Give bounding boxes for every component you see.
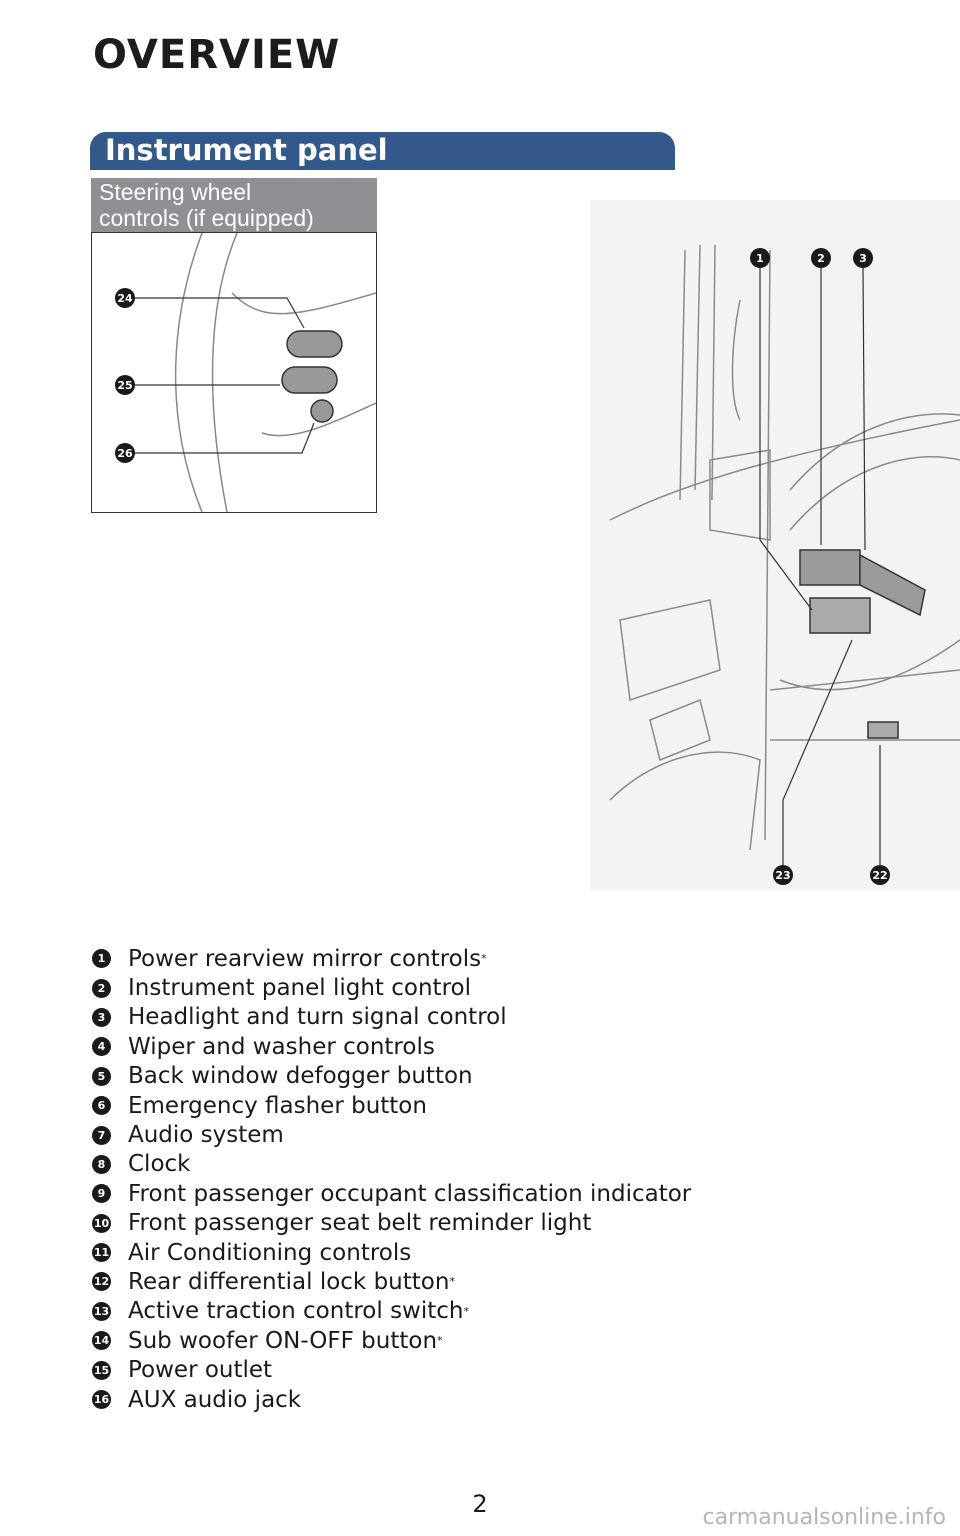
legend-item (92, 1062, 691, 1091)
footnote-marker: * (449, 1275, 455, 1289)
legend-item (92, 1355, 691, 1384)
legend-label: Air Conditioning controls (128, 1239, 412, 1266)
legend-label: Power rearview mirror controls (128, 945, 482, 972)
legend-item (92, 1326, 691, 1355)
legend-label: Front passenger seat belt reminder light (128, 1210, 592, 1237)
number-badge: 2 (92, 979, 111, 998)
legend-label: Front passenger occupant classification indicator (128, 1180, 692, 1207)
inset-title (91, 178, 377, 232)
section-banner (90, 132, 675, 170)
legend-item (92, 1091, 691, 1120)
section-title: Instrument panel (105, 133, 388, 167)
legend-item (92, 1238, 691, 1267)
callout-23: 23 (775, 869, 791, 882)
legend-label: Sub woofer ON-OFF button (128, 1327, 438, 1354)
number-badge: 14 (92, 1331, 111, 1350)
callout-2: 2 (817, 252, 825, 265)
legend-item (92, 973, 691, 1002)
legend-label: Instrument panel light control (128, 975, 471, 1002)
number-badge: 15 (92, 1361, 111, 1380)
number-badge: 12 (92, 1272, 111, 1291)
watermark: carmanualsonline.info (702, 1505, 946, 1530)
legend-item (92, 1150, 691, 1179)
steering-wheel-controls-illustration (91, 232, 377, 513)
legend-label: Headlight and turn signal control (128, 1004, 507, 1031)
callout-22: 22 (872, 869, 888, 882)
number-badge: 1 (92, 949, 111, 968)
number-badge: 11 (92, 1243, 111, 1262)
footnote-marker: * (463, 1304, 469, 1318)
callout-26: 26 (117, 447, 133, 460)
legend-item (92, 1179, 691, 1208)
legend-label: Emergency flasher button (128, 1092, 427, 1119)
number-badge: 6 (92, 1096, 111, 1115)
legend-label: Clock (128, 1151, 191, 1178)
number-badge: 16 (92, 1390, 111, 1409)
number-badge: 4 (92, 1037, 111, 1056)
number-badge: 3 (92, 1008, 111, 1027)
callout-1: 1 (756, 252, 764, 265)
legend-label: Power outlet (128, 1357, 273, 1384)
callout-3: 3 (859, 252, 867, 265)
number-badge: 5 (92, 1067, 111, 1086)
legend-label: AUX audio jack (128, 1386, 302, 1413)
legend-item (92, 1385, 691, 1414)
footnote-marker: * (481, 952, 487, 966)
legend-item (92, 1120, 691, 1149)
inset-title-line1: Steering wheel (99, 179, 252, 205)
legend-label: Audio system (128, 1122, 284, 1149)
number-badge: 13 (92, 1302, 111, 1321)
number-badge: 8 (92, 1155, 111, 1174)
legend-item (92, 1209, 691, 1238)
callout-24: 24 (117, 292, 133, 305)
callout-25: 25 (117, 379, 133, 392)
inset-callouts (115, 288, 135, 463)
legend-item (92, 1003, 691, 1032)
legend-label: Wiper and washer controls (128, 1033, 435, 1060)
page-title: OVERVIEW (93, 32, 341, 78)
legend-item (92, 944, 691, 973)
number-badge: 10 (92, 1214, 111, 1233)
footnote-marker: * (437, 1334, 443, 1348)
legend-item (92, 1297, 691, 1326)
number-badge: 9 (92, 1184, 111, 1203)
legend-list (92, 944, 691, 1414)
legend-label: Active traction control switch (128, 1298, 464, 1325)
legend-label: Back window defogger button (128, 1063, 473, 1090)
page-number: 2 (472, 1490, 488, 1518)
legend-item (92, 1032, 691, 1061)
inset-title-line2: controls (if equipped) (99, 205, 314, 231)
instrument-panel-illustration (590, 200, 960, 890)
legend-item (92, 1267, 691, 1296)
number-badge: 7 (92, 1126, 111, 1145)
legend-label: Rear differential lock button (128, 1268, 450, 1295)
